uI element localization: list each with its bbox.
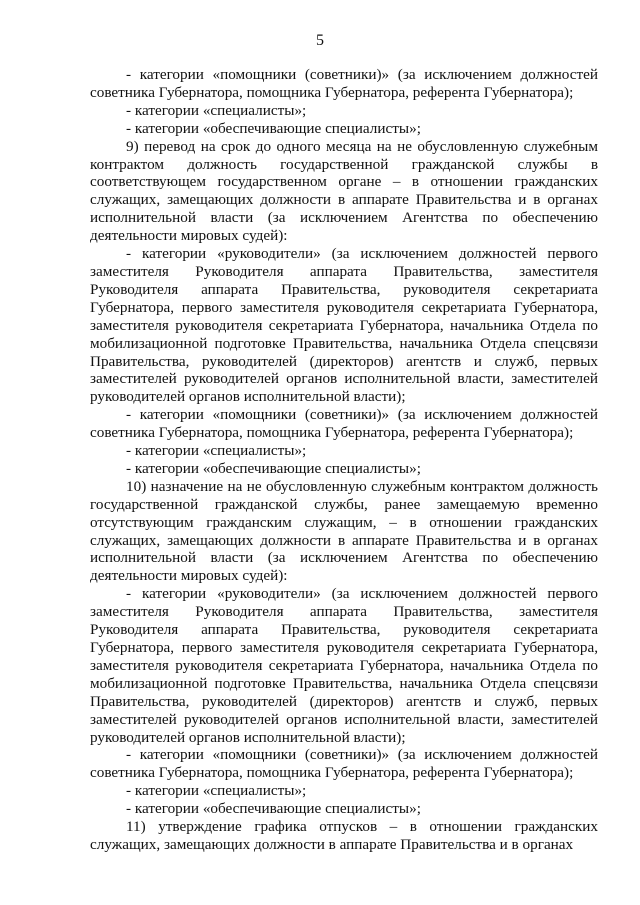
paragraph-10: - категории «руководители» (за исключением должностей первого заместителя Руководителя аппарата Правительства, заместителя Руководителя аппарата Правительства, руководителя секретариата Губернатора, первого заместителя руководителя секретариата Губернатора, заместителя руководителя секретариата Губернатора, начальника Отдела по мобилизационной подготовке Правительства, начальника Отдела спецсвязи Правительства, руководителей (директоров) агентств и служб, первых заместителей руководителей органов исполнительной власти, заместителей руководителей органов исполнительной власти); [90,585,598,746]
paragraph-7: - категории «специалисты»; [126,442,307,460]
paragraph-2: - категории «специалисты»; [126,101,307,119]
paragraph-11: - категории «помощники (советники)» (за исключением должностей советника Губернатора, помощника Губернатора, референта Губернатора); [90,746,598,782]
paragraph-8: - категории «обеспечивающие специалисты»; [126,459,421,477]
paragraph-3: - категории «обеспечивающие специалисты»; [126,119,421,137]
paragraph-12: - категории «специалисты»; [126,782,307,800]
paragraph-4: 9) перевод на срок до одного месяца на не обусловленную служебным контрактом должность государственной гражданской службы в соответствующем государственном органе – в отношении гражданских служащих, замещающих должности в аппарате Правительства и в органах исполнительной власти (за исключением Агентства по обеспечению деятельности мировых судей): [90,137,598,245]
paragraph-5: - категории «руководители» (за исключением должностей первого заместителя Руководителя аппарата Правительства, заместителя Руководителя аппарата Правительства, руководителя секретариата Губернатора, первого заместителя руководителя секретариата Губернатора, заместителя руководителя секретариата Губернатора, начальника Отдела по мобилизационной подготовке Правительства, начальника Отдела спецсвязи Правительства, руководителей (директоров) агентств и служб, первых заместителей руководителей органов исполнительной власти, заместителей руководителей органов исполнительной власти); [90,245,598,406]
paragraph-6: - категории «помощники (советники)» (за исключением должностей советника Губернатора, помощника Губернатора, референта Губернатора); [90,406,598,442]
paragraph-1: - категории «помощники (советники)» (за исключением должностей советника Губернатора, помощника Губернатора, референта Губернатора); [90,66,598,101]
paragraph-9: 10) назначение на не обусловленную служебным контрактом должность государственной гражданской службы, ранее замещаемую временно отсутствующим гражданским служащим, – в отношении гражданских служащих, замещающих должности в аппарате Правительства и в органах исполнительной власти (за исключением Агентства по обеспечению деятельности мировых судей): [90,477,598,585]
page-number: 5 [316,32,324,49]
document-body [90,66,598,854]
paragraph-14: 11) утверждение графика отпусков – в отношении гражданских служащих, замещающих должности в аппарате Правительства и в органах [90,818,598,853]
paragraph-13: - категории «обеспечивающие специалисты»; [126,800,421,818]
